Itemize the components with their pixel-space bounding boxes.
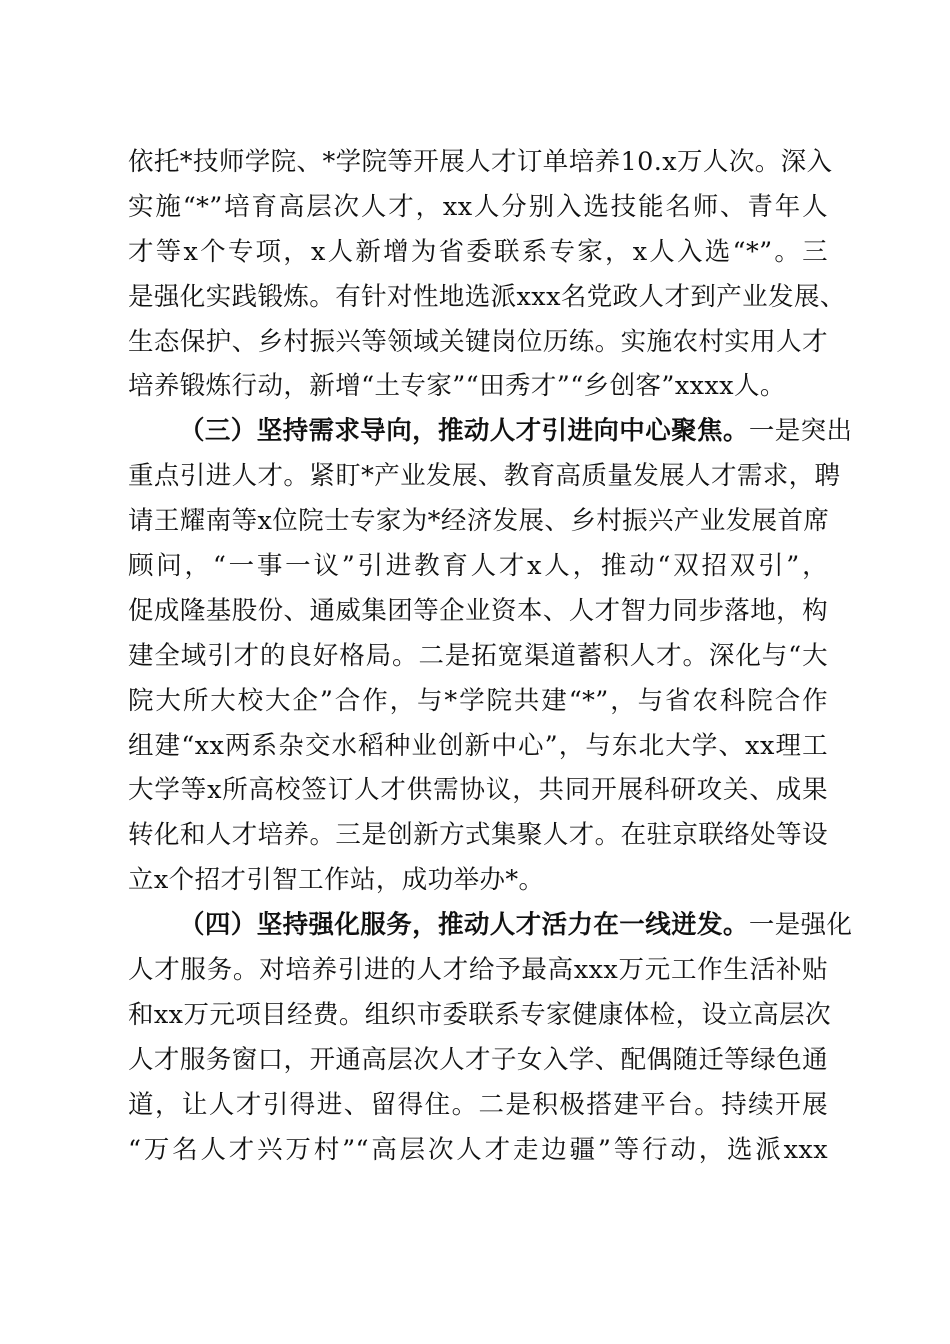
section-heading-line [128, 903, 853, 948]
text-line: 是强化实践锻炼。有针对性地选派xxx名党政人才到产业发展、 [128, 281, 846, 312]
text-line: 重点引进人才。紧盯*产业发展、教育高质量发展人才需求，聘 [128, 461, 841, 492]
text-line: 实施“*”培育高层次人才，xx人分别入选技能名师、青年人 [128, 191, 828, 222]
text-line: 培养锻炼行动，新增“土专家”“田秀才”“乡创客”xxxx人。 [128, 371, 786, 402]
section-heading-3: （三）坚持需求导向，推动人才引进向中心聚焦。 [179, 416, 749, 447]
text-line: 才等x个专项，x人新增为省委联系专家，x人入选“*”。三 [128, 236, 828, 267]
text-line: 和xx万元项目经费。组织市委联系专家健康体检，设立高层次 [128, 999, 831, 1030]
text-line: 院大所大校大企”合作，与*学院共建“*”，与省农科院合作 [128, 685, 828, 716]
text-line: 大学等x所高校签订人才供需协议，共同开展科研攻关、成果 [128, 775, 828, 806]
text-line: 道，让人才引得进、留得住。二是积极搭建平台。持续开展 [128, 1089, 828, 1120]
text-line: “万名人才兴万村”“高层次人才走边疆”等行动，选派xxx [128, 1134, 828, 1165]
section-heading-4: （四）坚持强化服务，推动人才活力在一线迸发。 [179, 910, 749, 941]
text-line: 人才服务窗口，开通高层次人才子女入学、配偶随迁等绿色通 [128, 1044, 828, 1075]
text-run: 一是突出 [748, 416, 853, 447]
text-line: 建全域引才的良好格局。二是拓宽渠道蓄积人才。深化与“大 [128, 640, 828, 671]
section-heading-line [128, 409, 853, 454]
text-line: 人才服务。对培养引进的人才给予最高xxx万元工作生活补贴 [128, 955, 828, 986]
text-line: 依托*技师学院、*学院等开展人才订单培养10.x万人次。深入 [128, 147, 833, 177]
text-line: 生态保护、乡村振兴等领域关键岗位历练。实施农村实用人才 [128, 326, 828, 357]
text-line: 促成隆基股份、通威集团等企业资本、人才智力同步落地，构 [128, 595, 828, 626]
text-line: 顾问，“一事一议”引进教育人才x人，推动“双招双引”， [128, 551, 828, 582]
text-line: 转化和人才培养。三是创新方式集聚人才。在驻京联络处等设 [128, 820, 828, 851]
text-line: 立x个招才引智工作站，成功举办*。 [128, 865, 545, 896]
text-line: 请王耀南等x位院士专家为*经济发展、乡村振兴产业发展首席 [128, 506, 830, 537]
body-text [128, 140, 853, 1172]
text-run: 一是强化 [748, 910, 853, 941]
text-line: 组建“xx两系杂交水稻种业创新中心”，与东北大学、xx理工 [128, 730, 828, 761]
